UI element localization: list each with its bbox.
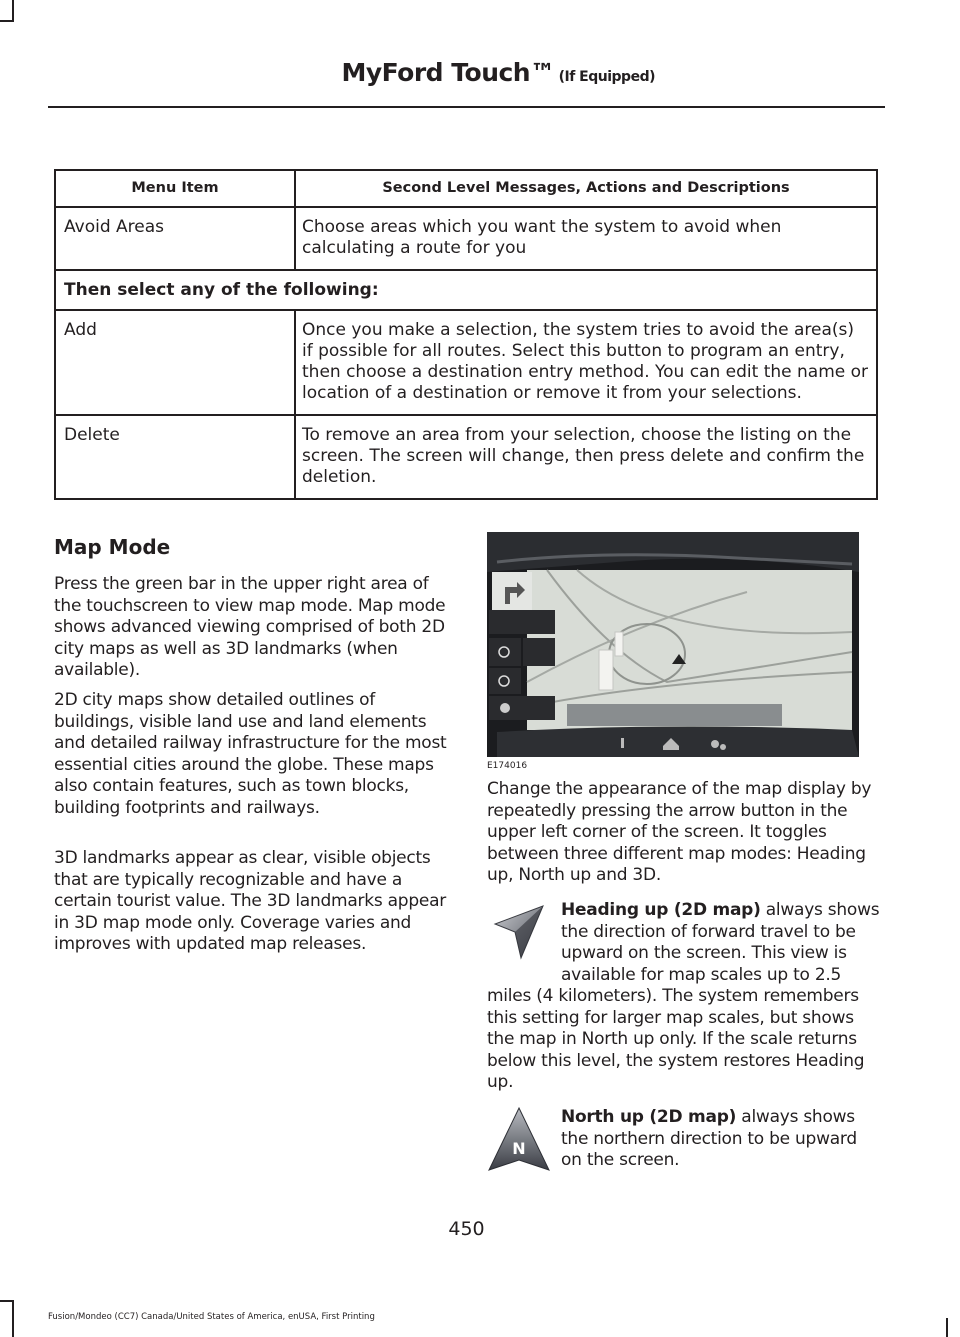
paragraph: Change the appearance of the map display by repeatedly pressing the arrow button in the upper left corner of the screen. It toggles between three different map modes: Heading up, North up and 3D. — [487, 779, 872, 885]
north-letter: N — [512, 1139, 526, 1158]
table-row — [55, 310, 877, 415]
north-up-term: North up (2D map) — [561, 1107, 737, 1127]
paragraph: 3D landmarks appear as clear, visible objects that are typically recognizable and have a certain tourist value. The 3D landmarks appear in 3D map mode only. Coverage varies and improves with updated map releases. — [54, 848, 446, 954]
icon-spacer — [487, 900, 561, 984]
page-header-title — [341, 58, 655, 87]
section-heading: Map Mode — [54, 535, 171, 559]
header-rule — [48, 106, 885, 108]
paragraph-heading-up — [487, 900, 882, 1094]
table-row — [55, 415, 877, 499]
heading-up-term: Heading up (2D map) — [561, 900, 761, 920]
footer-text: Fusion/Mondeo (CC7) Canada/United States of America, enUSA, First Printing — [48, 1312, 375, 1322]
north-up-text: always shows the northern direction to be upward on the screen. — [561, 1107, 857, 1170]
header-title-text: MyFord Touch™ — [341, 58, 555, 87]
crop-mark — [0, 1300, 14, 1302]
description-cell: Choose areas which you want the system to avoid when calculating a route for you — [295, 207, 877, 270]
column-header-description: Second Level Messages, Actions and Descriptions — [295, 170, 877, 207]
table-row — [55, 207, 877, 270]
figure-code: E174016 — [487, 761, 528, 771]
menu-item-cell: Delete — [55, 415, 295, 499]
description-cell: Once you make a selection, the system tries to avoid the area(s) if possible for all routes. Select this button to program an entry, then choose a destination entry method. You can edit the name or location of a destination or remove it from your selections. — [295, 310, 877, 415]
span-row-cell: Then select any of the following: — [55, 270, 877, 310]
crop-mark — [12, 0, 14, 22]
header-title-suffix: (If Equipped) — [558, 69, 655, 85]
description-cell: To remove an area from your selection, choose the listing on the screen. The screen will change, then press delete and confirm the deletion. — [295, 415, 877, 499]
paragraph: 2D city maps show detailed outlines of buildings, visible land use and land elements and detailed railway infrastructure for the most essential cities around the globe. These maps also contain features, such as town blocks, building footprints and railways. — [54, 690, 447, 818]
crop-mark — [946, 1318, 948, 1337]
crop-mark — [12, 1300, 14, 1337]
map-screen-image — [487, 532, 859, 757]
table-row — [55, 270, 877, 310]
menu-item-cell: Add — [55, 310, 295, 415]
column-header-menu-item: Menu Item — [55, 170, 295, 207]
menu-table — [54, 169, 878, 500]
menu-item-cell: Avoid Areas — [55, 207, 295, 270]
paragraph-north-up — [487, 1107, 882, 1172]
heading-up-text: always shows the direction of forward travel to be upward on the screen. This view is available for map scales up to 2.5 miles (4 kilometers). The system remembers this setting for larger map scales, but shows the map in North up only. If the scale returns below this level, the system restores Heading up. — [487, 900, 880, 1092]
table-header-row — [55, 170, 877, 207]
paragraph: Press the green bar in the upper right area of the touchscreen to view map mode. Map mode shows advanced viewing comprised of both 2D city maps as well as 3D landmarks (when available). — [54, 574, 446, 680]
crop-mark — [0, 20, 14, 22]
page-number: 450 — [448, 1218, 485, 1240]
icon-spacer — [487, 1107, 561, 1171]
